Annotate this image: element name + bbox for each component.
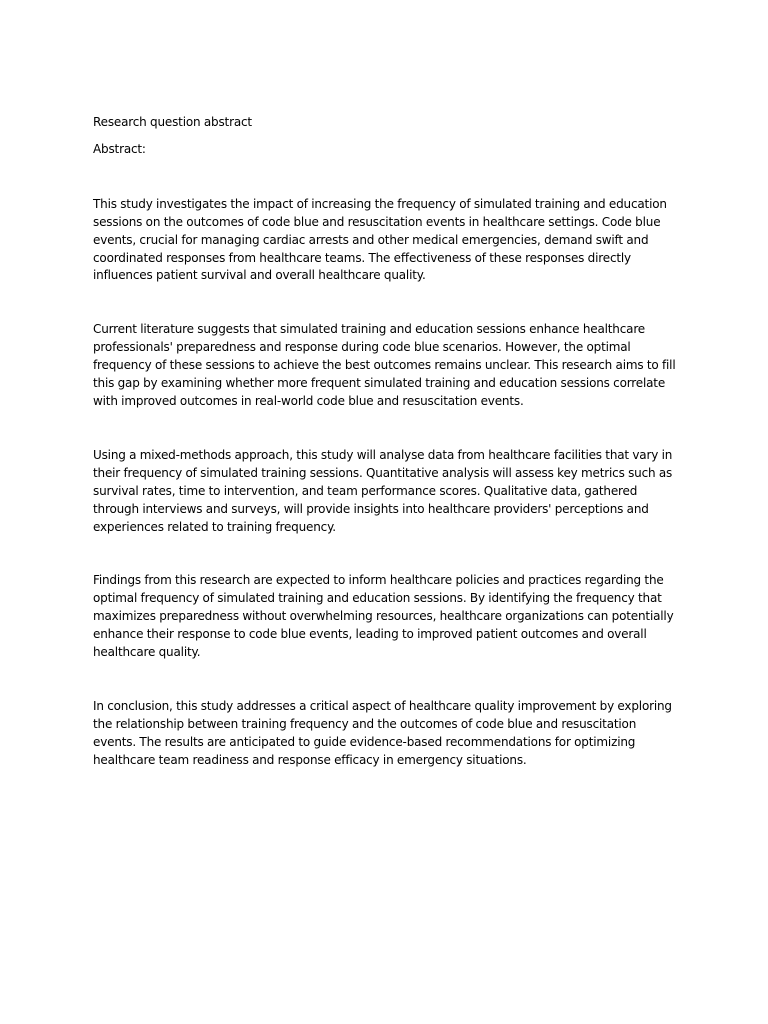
abstract-label: Abstract: bbox=[93, 141, 146, 156]
abstract-paragraph-5: In conclusion, this study addresses a critical aspect of healthcare quality improvement by exploring the relationship between training frequency and the outcomes of code blue and resuscitation events. The results are anticipated to guide evidence-based recommendations for optimizing healthcare team readiness and response efficacy in emergency situations. bbox=[93, 698, 672, 767]
document-title: Research question abstract bbox=[93, 115, 252, 129]
abstract-paragraph-4: Findings from this research are expected to inform healthcare policies and practices regarding the optimal frequency of simulated training and education sessions. By identifying the frequency that maximizes preparedness without overwhelming resources, healthcare organizations can potentially enhance their response to code blue events, leading to improved patient outcomes and overall healthcare quality. bbox=[93, 573, 674, 660]
abstract-paragraph-3: Using a mixed-methods approach, this study will analyse data from healthcare facilities that vary in their frequency of simulated training sessions. Quantitative analysis will assess key metrics such as survival rates, time to intervention, and team performance scores. Qualitative data, gathered through interviews and surveys, will provide insights into healthcare providers' perceptions and experiences related to training frequency. bbox=[93, 447, 673, 534]
document-body bbox=[93, 114, 678, 770]
abstract-paragraph-1: This study investigates the impact of increasing the frequency of simulated training and education sessions on the outcomes of code blue and resuscitation events in healthcare settings. Code blue events, crucial for managing cardiac arrests and other medical emergencies, demand swift and coordinated responses from healthcare teams. The effectiveness of these responses directly influences patient survival and overall healthcare quality. bbox=[93, 196, 667, 283]
abstract-paragraph-2: Current literature suggests that simulated training and education sessions enhance healthcare professionals' preparedness and response during code blue scenarios. However, the optimal frequency of these sessions to achieve the best outcomes remains unclear. This research aims to fill this gap by examining whether more frequent simulated training and education sessions correlate with improved outcomes in real-world code blue and resuscitation events. bbox=[93, 322, 676, 408]
